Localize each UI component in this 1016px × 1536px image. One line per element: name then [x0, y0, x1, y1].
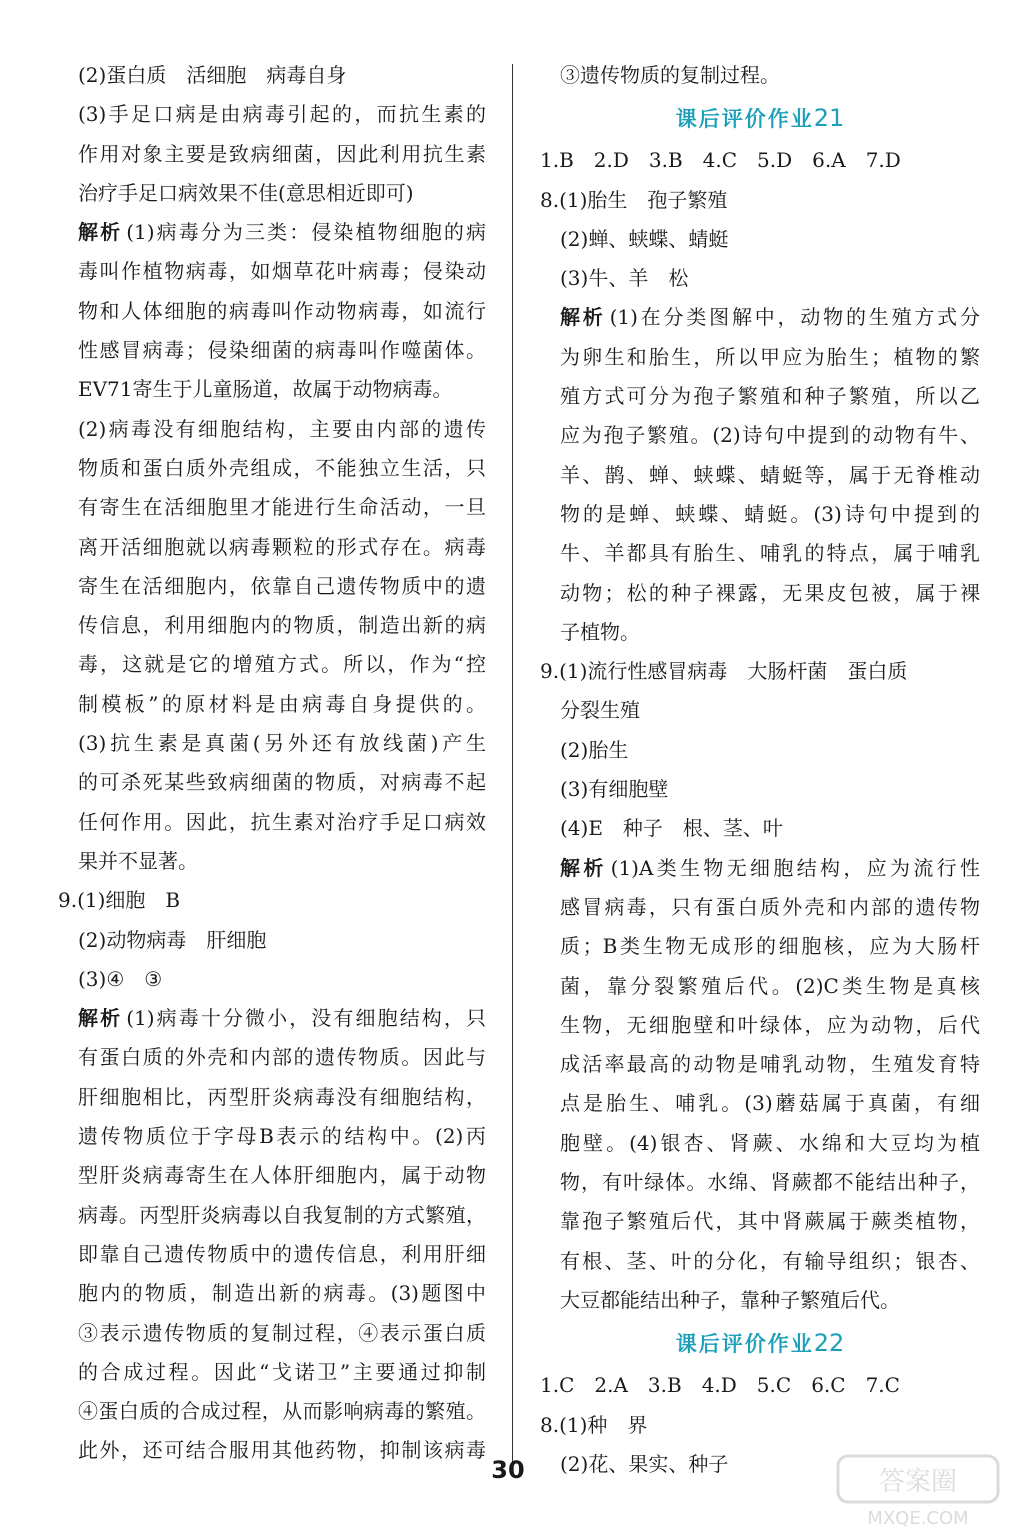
text-line: [58, 1235, 486, 1274]
text-line: [540, 731, 980, 770]
line-text: (4)E 种子 根、茎、叶: [560, 816, 783, 841]
line-text: 有寄生在活细胞里才能进行生命活动，一旦: [78, 495, 486, 520]
section-heading-number: 22: [813, 1329, 845, 1358]
text-line: [58, 1392, 486, 1431]
line-text: 胞壁。(4)银杏、肾蕨、水绵和大豆均为植: [560, 1130, 980, 1155]
line-text: (1)病毒十分微小，没有细胞结构，只: [126, 1006, 486, 1031]
line-text: 生物，无细胞壁和叶绿体，应为动物，后代: [560, 1012, 980, 1037]
text-line: [58, 1274, 486, 1313]
text-line: [58, 921, 486, 960]
line-text: (2)蛋白质 活细胞 病毒自身: [78, 63, 347, 87]
text-line: [540, 416, 980, 455]
text-line: [58, 252, 486, 291]
line-text: 殖方式可分为孢子繁殖和种子繁殖，所以乙: [560, 384, 980, 409]
line-text: 病毒。丙型肝炎病毒以自我复制的方式繁殖，: [78, 1202, 486, 1227]
text-line: [540, 691, 980, 730]
line-text: (3)手足口病是由病毒引起的，而抗生素的: [78, 102, 486, 127]
line-text: 型肝炎病毒寄生在人体肝细胞内，属于动物: [78, 1163, 486, 1188]
text-line: [58, 213, 486, 252]
analysis-label: 解析: [78, 1006, 123, 1031]
line-text: 1.B 2.D 3.B 4.C 5.D 6.A 7.D: [540, 148, 901, 173]
line-text: (3)有细胞壁: [560, 777, 669, 802]
text-line: [540, 967, 980, 1006]
text-line: [58, 528, 486, 567]
text-line: [540, 298, 980, 337]
line-text: 点是胎生、哺乳。(3)蘑菇属于真菌，有细: [560, 1091, 980, 1116]
line-text: 此外，还可结合服用其他药物，抑制该病毒: [78, 1438, 486, 1463]
text-line: [540, 1281, 980, 1320]
text-line: [540, 1045, 980, 1084]
text-line: [58, 488, 486, 527]
line-text: 毒叫作植物病毒，如烟草花叶病毒；侵染动: [78, 259, 486, 284]
line-text: 子植物。: [560, 619, 640, 644]
text-line: [540, 495, 980, 534]
line-text: 即靠自己遗传物质中的遗传信息，利用肝细: [78, 1241, 486, 1266]
text-line: [540, 1084, 980, 1123]
line-text: (1)病毒分为三类：侵染植物细胞的病: [126, 220, 486, 245]
text-line: [58, 685, 486, 724]
text-line: [540, 259, 980, 298]
text-line: [58, 95, 486, 134]
text-line: [58, 370, 486, 409]
line-text: 果并不显著。: [78, 848, 198, 873]
line-text: 传信息，利用细胞内的物质，制造出新的病: [78, 613, 486, 638]
line-text: EV71寄生于儿童肠道，故属于动物病毒。: [78, 377, 453, 402]
text-line: [58, 1353, 486, 1392]
text-line: [540, 849, 980, 888]
line-text: ④蛋白质的合成过程，从而影响病毒的繁殖。: [78, 1399, 486, 1424]
text-line: [58, 135, 486, 174]
text-line: [58, 724, 486, 763]
text-line: [540, 1124, 980, 1163]
line-text: (3)牛、羊 松: [560, 266, 689, 291]
text-line: [58, 56, 486, 95]
text-line: [58, 999, 486, 1038]
line-text: 质；B类生物无成形的细胞核，应为大肠杆: [560, 934, 980, 959]
line-text: 动物；松的种子裸露，无果皮包被，属于裸: [560, 580, 980, 605]
line-text: 1.C 2.A 3.B 4.D 5.C 6.C 7.C: [540, 1373, 900, 1398]
left-column: [58, 56, 486, 1471]
line-text: 制模板”的原材料是由病毒自身提供的。: [78, 691, 486, 716]
line-text: (2)胎生: [560, 737, 629, 762]
line-text: 的可杀死某些致病细菌的物质，对病毒不起: [78, 770, 486, 795]
line-text: 肝细胞相比，丙型肝炎病毒没有细胞结构，: [78, 1084, 486, 1109]
text-line: [540, 56, 980, 95]
text-line: [58, 1117, 486, 1156]
text-line: [58, 842, 486, 881]
text-line: [58, 567, 486, 606]
text-line: [540, 456, 980, 495]
analysis-label: 解析: [560, 305, 606, 330]
text-line: [58, 1314, 486, 1353]
text-line: [540, 1406, 980, 1445]
text-line: [58, 1156, 486, 1195]
right-column: [540, 56, 980, 1484]
line-text: 大豆都能结出种子，靠种子繁殖后代。: [560, 1287, 900, 1312]
line-text: 治疗手足口病效果不佳(意思相近即可): [78, 180, 414, 205]
text-line: [540, 220, 980, 259]
line-text: 毒，这就是它的增殖方式。所以，作为“控: [78, 652, 486, 677]
text-line: [58, 881, 486, 920]
line-text: 9.(1)细胞 B: [58, 888, 181, 913]
line-text: 性感冒病毒；侵染细菌的病毒叫作噬菌体。: [78, 338, 486, 363]
text-line: [540, 770, 980, 809]
text-line: [540, 1366, 980, 1405]
line-text: 的合成过程。因此“戈诺卫”主要通过抑制: [78, 1359, 486, 1384]
text-line: [58, 606, 486, 645]
text-line: [58, 763, 486, 802]
text-line: [540, 1202, 980, 1241]
line-text: (2)动物病毒 肝细胞: [78, 927, 267, 952]
text-line: [540, 141, 980, 180]
line-text: 感冒病毒，只有蛋白质外壳和内部的遗传物: [560, 894, 980, 919]
page-number: 30: [491, 1456, 525, 1484]
line-text: (2)花、果实、种子: [560, 1451, 729, 1476]
line-text: 8.(1)胎生 孢子繁殖: [540, 187, 728, 212]
line-text: (2)病毒没有细胞结构，主要由内部的遗传: [78, 416, 486, 441]
text-line: [540, 613, 980, 652]
line-text: ③遗传物质的复制过程。: [560, 63, 780, 87]
line-text: (3)④ ③: [78, 966, 163, 991]
line-text: ③表示遗传物质的复制过程，④表示蛋白质: [78, 1320, 486, 1345]
line-text: 遗传物质位于字母B表示的结构中。(2)丙: [78, 1124, 486, 1149]
analysis-label: 解析: [560, 855, 607, 880]
text-line: [58, 410, 486, 449]
text-line: [58, 331, 486, 370]
line-text: 胞内的物质，制造出新的病毒。(3)题图中: [78, 1281, 486, 1306]
text-line: [540, 652, 980, 691]
analysis-label: 解析: [78, 220, 123, 245]
line-text: 物的是蝉、蛱蝶、蜻蜓。(3)诗句中提到的: [560, 501, 980, 526]
text-line: [540, 1006, 980, 1045]
text-line: [540, 809, 980, 848]
watermark-logo: [834, 1452, 1002, 1530]
line-text: 分裂生殖: [560, 698, 640, 723]
text-line: [58, 645, 486, 684]
line-text: 为卵生和胎生，所以甲应为胎生；植物的繁: [560, 344, 980, 369]
text-line: [540, 1242, 980, 1281]
line-text: 物质和蛋白质外壳组成，不能独立生活，只: [78, 455, 486, 480]
line-text: 有蛋白质的外壳和内部的遗传物质。因此与: [78, 1045, 486, 1070]
line-text: (3)抗生素是真菌(另外还有放线菌)产生: [78, 731, 486, 756]
line-text: 成活率最高的动物是哺乳动物，生殖发育特: [560, 1052, 980, 1077]
text-line: [540, 338, 980, 377]
text-line: [540, 888, 980, 927]
line-text: (1)在分类图解中，动物的生殖方式分: [609, 305, 980, 330]
text-line: [58, 1078, 486, 1117]
section-heading: [540, 1320, 980, 1366]
text-line: [540, 1163, 980, 1202]
line-text: 寄生在活细胞内，依靠自己遗传物质中的遗: [78, 573, 486, 598]
text-line: [540, 534, 980, 573]
line-text: (1)A类生物无细胞结构，应为流行性: [610, 855, 980, 880]
line-text: (2)蝉、蛱蝶、蜻蜓: [560, 226, 729, 251]
svg-text:MXQE.COM: MXQE.COM: [867, 1508, 969, 1529]
line-text: 菌，靠分裂繁殖后代。(2)C类生物是真核: [560, 973, 980, 998]
section-heading-number: 21: [813, 104, 845, 133]
text-line: [58, 449, 486, 488]
line-text: 靠孢子繁殖后代，其中肾蕨属于蕨类植物，: [560, 1209, 980, 1234]
section-heading-title: 课后评价作业: [675, 107, 814, 132]
line-text: 有根、茎、叶的分化，有输导组织；银杏、: [560, 1248, 980, 1273]
section-heading-title: 课后评价作业: [675, 1332, 814, 1357]
section-heading: [540, 95, 980, 141]
line-text: 物，有叶绿体。水绵、肾蕨都不能结出种子，: [560, 1170, 980, 1195]
line-text: 牛、羊都具有胎生、哺乳的特点，属于哺乳: [560, 541, 980, 566]
line-text: 物和人体细胞的病毒叫作动物病毒，如流行: [78, 298, 486, 323]
line-text: 应为孢子繁殖。(2)诗句中提到的动物有牛、: [560, 423, 980, 448]
line-text: 羊、鹊、蝉、蛱蝶、蜻蜓等，属于无脊椎动: [560, 462, 980, 487]
text-line: [58, 960, 486, 999]
text-line: [540, 927, 980, 966]
text-line: [540, 377, 980, 416]
text-line: [58, 1038, 486, 1077]
line-text: 8.(1)种 界: [540, 1412, 648, 1437]
text-line: [540, 574, 980, 613]
line-text: 9.(1)流行性感冒病毒 大肠杆菌 蛋白质: [540, 659, 908, 684]
text-line: [540, 181, 980, 220]
text-line: [58, 1196, 486, 1235]
line-text: 作用对象主要是致病细菌，因此利用抗生素: [78, 141, 486, 166]
line-text: 离开活细胞就以病毒颗粒的形式存在。病毒: [78, 534, 486, 559]
watermark-text: 答案圈: [878, 1467, 958, 1497]
text-line: [58, 174, 486, 213]
text-line: [58, 292, 486, 331]
line-text: 任何作用。因此，抗生素对治疗手足口病效: [78, 809, 486, 834]
text-line: [58, 803, 486, 842]
column-divider: [512, 64, 513, 1462]
